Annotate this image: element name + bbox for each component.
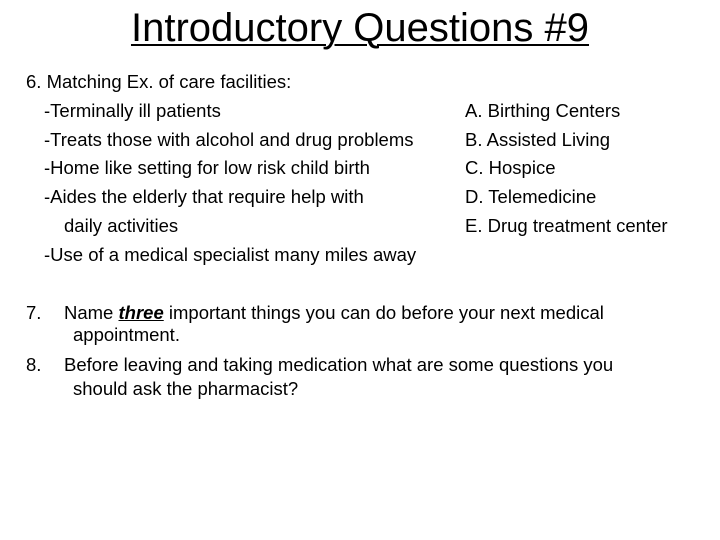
q6-option-a: A. Birthing Centers (465, 100, 621, 121)
q7-text-after: important things you can do before your next medical (163, 302, 604, 323)
q7-emphasis: three (118, 302, 164, 323)
q7-text-before: Name (64, 302, 119, 323)
q6-option-b: B. Assisted Living (465, 129, 610, 150)
q6-item-child-birth: -Home like setting for low risk child birth (44, 157, 370, 178)
q6-item-specialist: -Use of a medical specialist many miles away (44, 244, 417, 265)
q6-option-d: D. Telemedicine (465, 186, 597, 207)
q6-option-e: E. Drug treatment center (465, 215, 668, 236)
q6-item-elderly: -Aides the elderly that require help with (44, 186, 364, 207)
q6-item-terminally-ill: -Terminally ill patients (44, 100, 221, 121)
q7-line-2: appointment. (73, 324, 180, 345)
q8-number: 8. (26, 354, 42, 375)
q7-line-1 (64, 302, 604, 324)
page-title (0, 4, 720, 52)
q7-number: 7. (26, 302, 42, 323)
q6-option-c: C. Hospice (465, 157, 556, 178)
q6-heading: 6. Matching Ex. of care facilities: (26, 71, 292, 92)
q8-line-1: Before leaving and taking medication what are some questions you (64, 354, 614, 375)
q6-item-elderly-cont: daily activities (64, 215, 179, 236)
q6-item-alcohol-drug: -Treats those with alcohol and drug problems (44, 129, 414, 150)
q8-line-2: should ask the pharmacist? (73, 378, 299, 399)
page-title-text: Introductory Questions #9 (130, 6, 590, 50)
